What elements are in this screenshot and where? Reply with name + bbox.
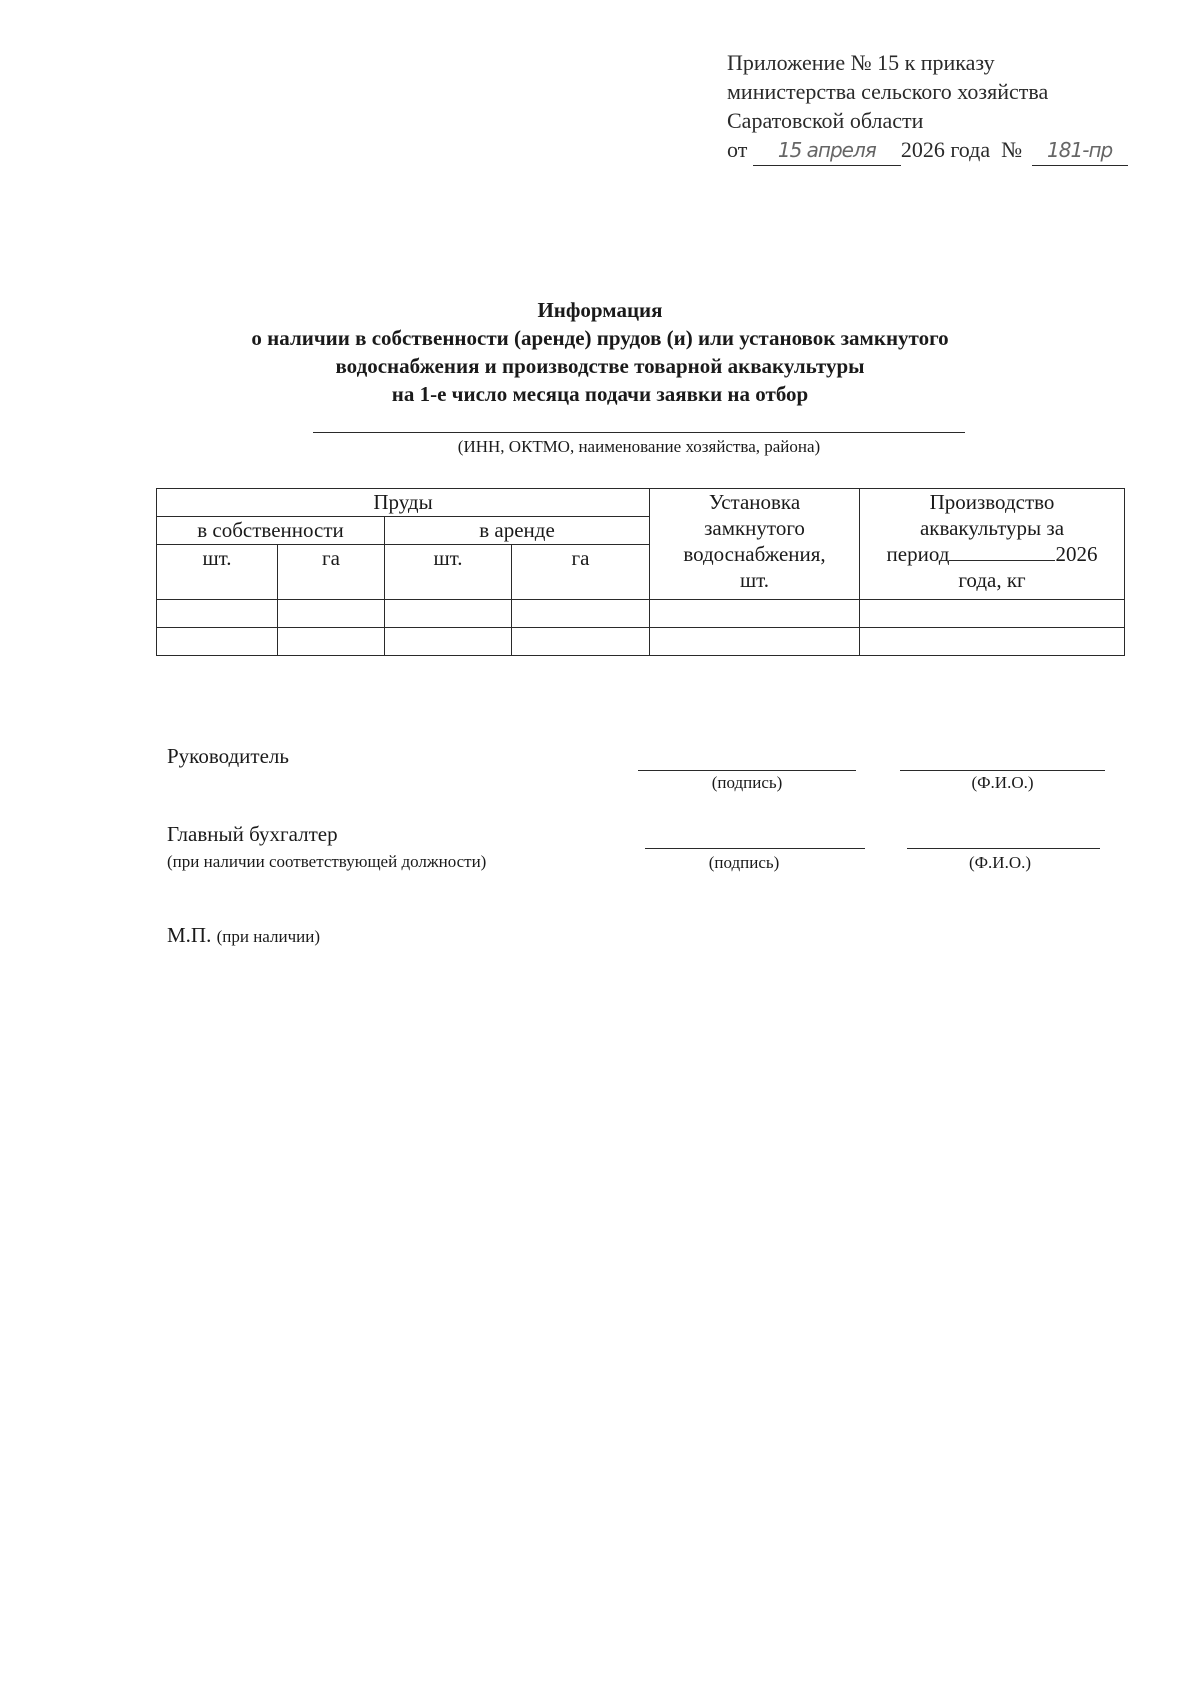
header-leased-pcs: шт. — [385, 545, 512, 600]
table-cell[interactable] — [860, 628, 1125, 656]
header-leased-ha: га — [512, 545, 650, 600]
table-cell[interactable] — [385, 628, 512, 656]
header-owned-ha: га — [278, 545, 385, 600]
header-ponds: Пруды — [157, 489, 650, 517]
handwritten-date: 15 апреля — [753, 136, 901, 166]
header-installation: Установка замкнутого водоснабжения, шт. — [650, 489, 860, 600]
org-fill-line[interactable] — [313, 432, 965, 433]
table-cell[interactable] — [650, 628, 860, 656]
stamp-placeholder — [167, 923, 320, 948]
table-cell[interactable] — [278, 628, 385, 656]
title-line-1: о наличии в собственности (аренде) прудов (и) или установок замкнутого — [251, 326, 949, 350]
period-fill-line[interactable] — [949, 542, 1055, 561]
appendix-date-line — [727, 135, 1128, 166]
stamp-label: М.П. — [167, 923, 212, 947]
head-label: Руководитель — [167, 744, 289, 768]
appendix-line-3: Саратовской области — [727, 108, 924, 133]
head-name-line[interactable] — [900, 770, 1105, 771]
accountant-signature-line[interactable] — [645, 848, 865, 849]
period-label: период — [886, 542, 950, 566]
title-line-3: на 1-е число месяца подачи заявки на отбор — [391, 382, 809, 406]
head-signature-caption: (подпись) — [711, 773, 783, 792]
number-prefix: № — [1001, 137, 1023, 162]
header-production: Производство аквакультуры за период 2026 года, кг — [860, 489, 1125, 600]
head-signature-line[interactable] — [638, 770, 856, 771]
header-owned-pcs: шт. — [157, 545, 278, 600]
accountant-label: Главный бухгалтер — [167, 822, 338, 846]
table-cell[interactable] — [650, 600, 860, 628]
appendix-year: 2026 года — [900, 137, 991, 162]
appendix-line-2: министерства сельского хозяйства — [727, 79, 1049, 104]
title-heading: Информация — [537, 298, 663, 322]
head-name-caption: (Ф.И.О.) — [971, 773, 1034, 792]
title-line-2: водоснабжения и производстве товарной аквакультуры — [335, 354, 865, 378]
table-cell[interactable] — [278, 600, 385, 628]
document-title — [180, 296, 1020, 408]
table-cell[interactable] — [512, 600, 650, 628]
from-prefix: от — [727, 137, 748, 162]
table-cell[interactable] — [860, 600, 1125, 628]
accountant-name-caption: (Ф.И.О.) — [968, 853, 1032, 872]
table-cell[interactable] — [157, 628, 278, 656]
table-row — [157, 628, 1125, 656]
handwritten-number: 181-пр — [1032, 136, 1128, 166]
header-leased: в аренде — [385, 517, 650, 545]
table-cell[interactable] — [385, 600, 512, 628]
aquaculture-table — [156, 488, 1125, 656]
appendix-header — [727, 48, 1128, 166]
table-row — [157, 600, 1125, 628]
appendix-line-1: Приложение № 15 к приказу — [727, 50, 995, 75]
accountant-name-line[interactable] — [907, 848, 1100, 849]
org-caption: (ИНН, ОКТМО, наименование хозяйства, района) — [457, 437, 821, 456]
header-owned: в собственности — [157, 517, 385, 545]
period-year: 2026 — [1055, 542, 1098, 566]
accountant-signature-caption: (подпись) — [708, 853, 780, 872]
accountant-note: (при наличии соответствующей должности) — [167, 852, 487, 871]
table-cell[interactable] — [157, 600, 278, 628]
table-cell[interactable] — [512, 628, 650, 656]
stamp-note: (при наличии) — [216, 927, 320, 946]
